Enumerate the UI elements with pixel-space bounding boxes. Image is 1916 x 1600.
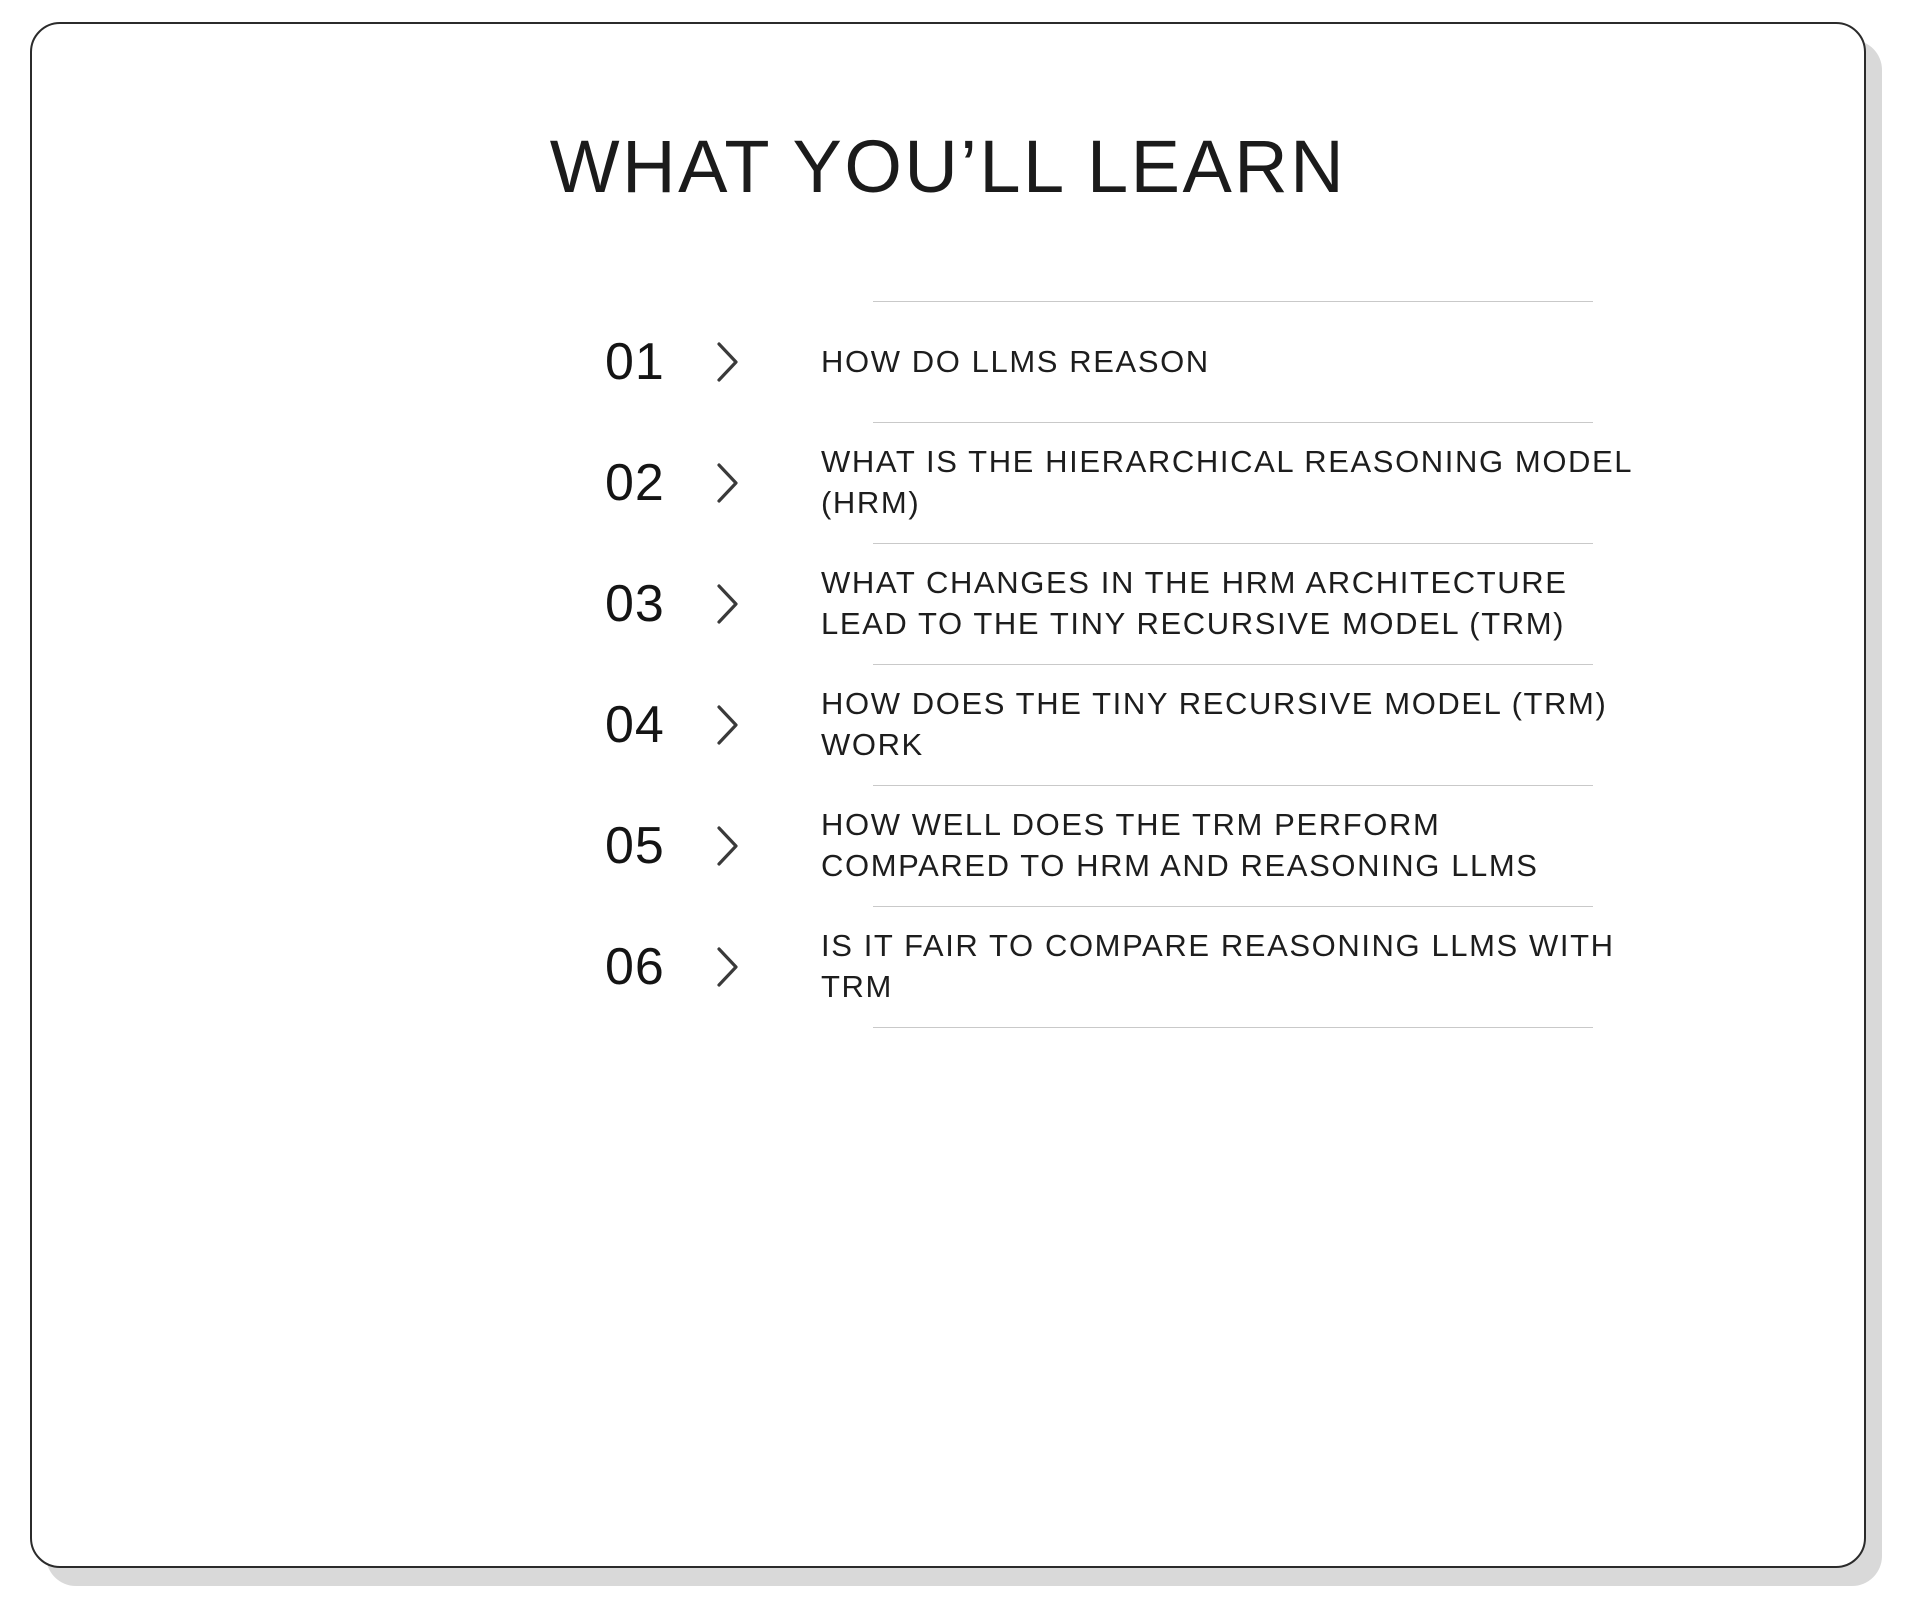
list-item[interactable] <box>583 544 1643 664</box>
list-item-label: HOW DO LLMS REASON <box>821 343 1210 379</box>
agenda-list <box>253 301 1643 1028</box>
page-title: WHAT YOU’LL LEARN <box>549 125 1347 208</box>
list-item-number: 05 <box>605 817 665 875</box>
list-item-label: HOW WELL DOES THE TRM PERFORM COMPARED TO HRM AND REASONING LLMS <box>821 807 1539 883</box>
slide-card <box>30 22 1866 1568</box>
chevron-right-icon <box>713 581 803 627</box>
list-item[interactable] <box>583 665 1643 785</box>
list-item-number: 02 <box>605 454 665 512</box>
list-item-label: IS IT FAIR TO COMPARE REASONING LLMS WITH TRM <box>821 928 1615 1004</box>
chevron-right-icon <box>713 944 803 990</box>
list-item[interactable] <box>583 786 1643 906</box>
list-item-label: HOW DOES THE TINY RECURSIVE MODEL (TRM) WORK <box>821 686 1608 762</box>
list-item-number: 03 <box>605 575 665 633</box>
list-item-number: 01 <box>605 333 665 391</box>
list-item[interactable] <box>583 423 1643 543</box>
chevron-right-icon <box>713 339 803 385</box>
list-item[interactable] <box>583 907 1643 1027</box>
list-item[interactable] <box>583 302 1643 422</box>
chevron-right-icon <box>713 823 803 869</box>
list-item-label: WHAT CHANGES IN THE HRM ARCHITECTURE LEAD TO THE TINY RECURSIVE MODEL (TRM) <box>821 565 1568 641</box>
list-item-label: WHAT IS THE HIERARCHICAL REASONING MODEL (HRM) <box>821 444 1632 520</box>
chevron-right-icon <box>713 702 803 748</box>
chevron-right-icon <box>713 460 803 506</box>
list-item-number: 06 <box>605 938 665 996</box>
list-item-number: 04 <box>605 696 665 754</box>
list-divider <box>873 1027 1593 1028</box>
